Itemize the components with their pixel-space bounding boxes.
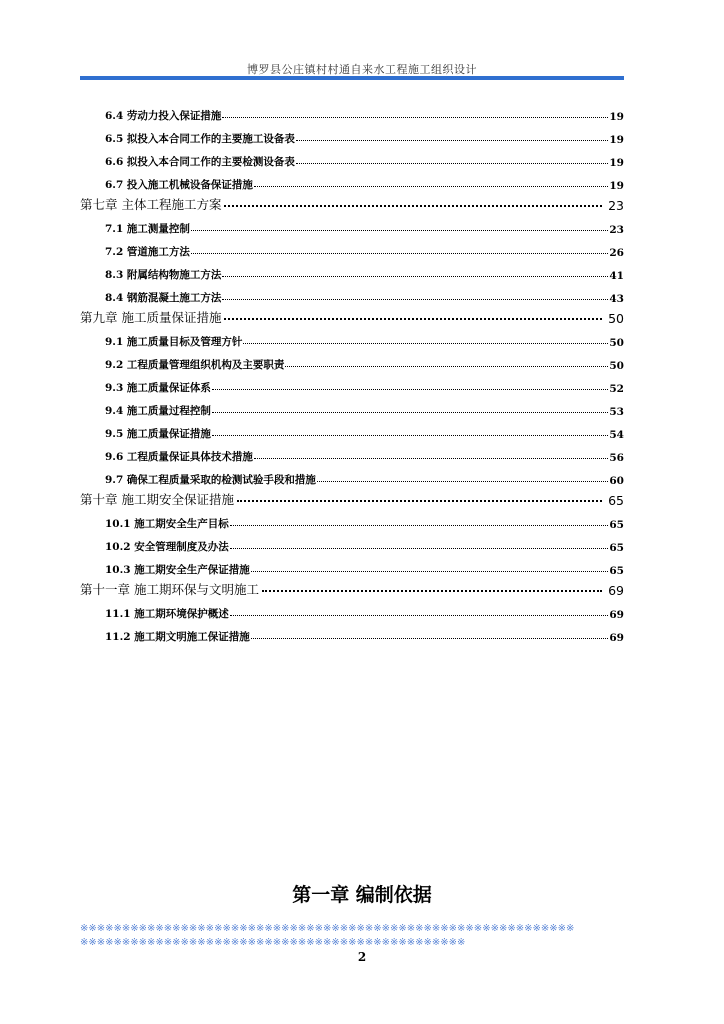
toc-section-entry[interactable]: [80, 282, 624, 305]
toc-entry-label: 10.2 安全管理制度及办法: [105, 541, 229, 553]
toc-entry-page-number: 60: [609, 475, 624, 487]
toc-entry-label: 9.4 施工质量过程控制: [105, 405, 211, 417]
toc-entry-label: 11.2 施工期文明施工保证措施: [105, 631, 250, 643]
toc-entry-page-number: 69: [609, 632, 624, 644]
toc-section-entry[interactable]: [80, 372, 624, 395]
toc-entry-label: 8.4 钢筋混凝土施工方法: [105, 292, 222, 304]
toc-entry-page-number: 23: [609, 224, 624, 236]
toc-dot-leader: [296, 140, 608, 141]
toc-dot-leader: [251, 638, 609, 639]
toc-entry-page-number: 43: [609, 293, 624, 305]
toc-entry-page-number: 54: [609, 429, 624, 441]
toc-entry-page-number: 19: [609, 180, 624, 192]
toc-entry-page-number: 23: [608, 198, 624, 213]
toc-section-entry[interactable]: [80, 213, 624, 236]
toc-entry-page-number: 65: [609, 565, 624, 577]
toc-entry-page-number: 52: [609, 383, 624, 395]
toc-dot-leader: [212, 389, 608, 390]
toc-section-entry[interactable]: [80, 395, 624, 418]
toc-section-entry[interactable]: [80, 259, 624, 282]
toc-section-entry[interactable]: [80, 554, 624, 577]
toc-entry-label: 6.5 拟投入本合同工作的主要施工设备表: [105, 133, 295, 145]
toc-section-entry[interactable]: [80, 621, 624, 644]
toc-entry-label: 第十一章 施工期环保与文明施工: [80, 582, 259, 597]
toc-dot-leader: [191, 253, 608, 254]
toc-dot-leader: [224, 205, 602, 207]
toc-dot-leader: [237, 500, 602, 502]
toc-chapter-entry[interactable]: [80, 487, 624, 508]
toc-entry-label: 9.6 工程质量保证具体技术措施: [105, 451, 253, 463]
toc-section-entry[interactable]: [80, 123, 624, 146]
toc-entry-page-number: 19: [609, 134, 624, 146]
toc-entry-label: 10.1 施工期安全生产目标: [105, 518, 229, 530]
toc-entry-label: 8.3 附属结构物施工方法: [105, 269, 222, 281]
table-of-contents: [80, 100, 624, 644]
toc-section-entry[interactable]: [80, 326, 624, 349]
toc-entry-label: 第九章 施工质量保证措施: [80, 310, 222, 325]
toc-dot-leader: [254, 458, 608, 459]
toc-entry-label: 9.2 工程质量管理组织机构及主要职责: [105, 359, 285, 371]
toc-entry-label: 6.4 劳动力投入保证措施: [105, 110, 222, 122]
page-number: 2: [357, 950, 367, 964]
toc-entry-label: 第七章 主体工程施工方案: [80, 197, 222, 212]
toc-chapter-entry[interactable]: [80, 192, 624, 213]
toc-dot-leader: [222, 276, 608, 277]
toc-entry-page-number: 56: [609, 452, 624, 464]
toc-entry-label: 6.6 拟投入本合同工作的主要检测设备表: [105, 156, 295, 168]
toc-dot-leader: [251, 571, 609, 572]
toc-section-entry[interactable]: [80, 349, 624, 372]
header-rule: [80, 76, 624, 80]
toc-entry-page-number: 65: [609, 519, 624, 531]
document-header-title: 博罗县公庄镇村村通自来水工程施工组织设计: [247, 63, 477, 76]
toc-section-entry[interactable]: [80, 100, 624, 123]
toc-entry-page-number: 19: [609, 157, 624, 169]
toc-entry-label: 9.5 施工质量保证措施: [105, 428, 211, 440]
toc-dot-leader: [296, 163, 608, 164]
toc-entry-page-number: 50: [608, 311, 624, 326]
toc-entry-page-number: 26: [609, 247, 624, 259]
toc-dot-leader: [285, 366, 608, 367]
toc-section-entry[interactable]: [80, 441, 624, 464]
toc-dot-leader: [212, 435, 608, 436]
toc-section-entry[interactable]: [80, 508, 624, 531]
toc-section-entry[interactable]: [80, 464, 624, 487]
toc-entry-label: 10.3 施工期安全生产保证措施: [105, 564, 250, 576]
ornament-divider-line-2: ※※※※※※※※※※※※※※※※※※※※※※※※※※※※※※※※※※※※※※※※※※※※※※: [80, 937, 466, 948]
toc-entry-page-number: 53: [609, 406, 624, 418]
toc-dot-leader: [243, 343, 608, 344]
toc-dot-leader: [222, 299, 608, 300]
toc-entry-page-number: 41: [609, 270, 624, 282]
toc-dot-leader: [222, 117, 608, 118]
toc-entry-label: 9.1 施工质量目标及管理方针: [105, 336, 243, 348]
toc-entry-page-number: 65: [609, 542, 624, 554]
toc-dot-leader: [254, 186, 608, 187]
toc-section-entry[interactable]: [80, 236, 624, 259]
toc-dot-leader: [230, 525, 609, 526]
toc-dot-leader: [212, 412, 608, 413]
toc-dot-leader: [191, 230, 608, 231]
toc-entry-page-number: 50: [609, 360, 624, 372]
toc-section-entry[interactable]: [80, 146, 624, 169]
toc-entry-label: 9.3 施工质量保证体系: [105, 382, 211, 394]
toc-section-entry[interactable]: [80, 598, 624, 621]
toc-section-entry[interactable]: [80, 531, 624, 554]
toc-entry-page-number: 69: [609, 609, 624, 621]
toc-dot-leader: [230, 615, 609, 616]
toc-entry-label: 第十章 施工期安全保证措施: [80, 492, 234, 507]
toc-entry-label: 6.7 投入施工机械设备保证措施: [105, 179, 253, 191]
toc-entry-label: 11.1 施工期环境保护概述: [105, 608, 229, 620]
toc-dot-leader: [317, 481, 608, 482]
toc-entry-page-number: 50: [609, 337, 624, 349]
toc-entry-label: 7.2 管道施工方法: [105, 246, 190, 258]
toc-section-entry[interactable]: [80, 418, 624, 441]
toc-dot-leader: [224, 318, 602, 320]
toc-chapter-entry[interactable]: [80, 577, 624, 598]
toc-entry-page-number: 65: [608, 493, 624, 508]
toc-dot-leader: [230, 548, 609, 549]
ornament-divider-line-1: ※※※※※※※※※※※※※※※※※※※※※※※※※※※※※※※※※※※※※※※※※※※※※※※※※※※※※※※※※※※: [80, 923, 575, 934]
toc-section-entry[interactable]: [80, 169, 624, 192]
toc-entry-label: 9.7 确保工程质量采取的检测试验手段和措施: [105, 474, 316, 486]
toc-entry-page-number: 19: [609, 111, 624, 123]
toc-chapter-entry[interactable]: [80, 305, 624, 326]
toc-dot-leader: [262, 590, 602, 592]
toc-entry-page-number: 69: [608, 583, 624, 598]
toc-entry-label: 7.1 施工测量控制: [105, 223, 190, 235]
chapter-heading: 第一章 编制依据: [292, 884, 432, 906]
